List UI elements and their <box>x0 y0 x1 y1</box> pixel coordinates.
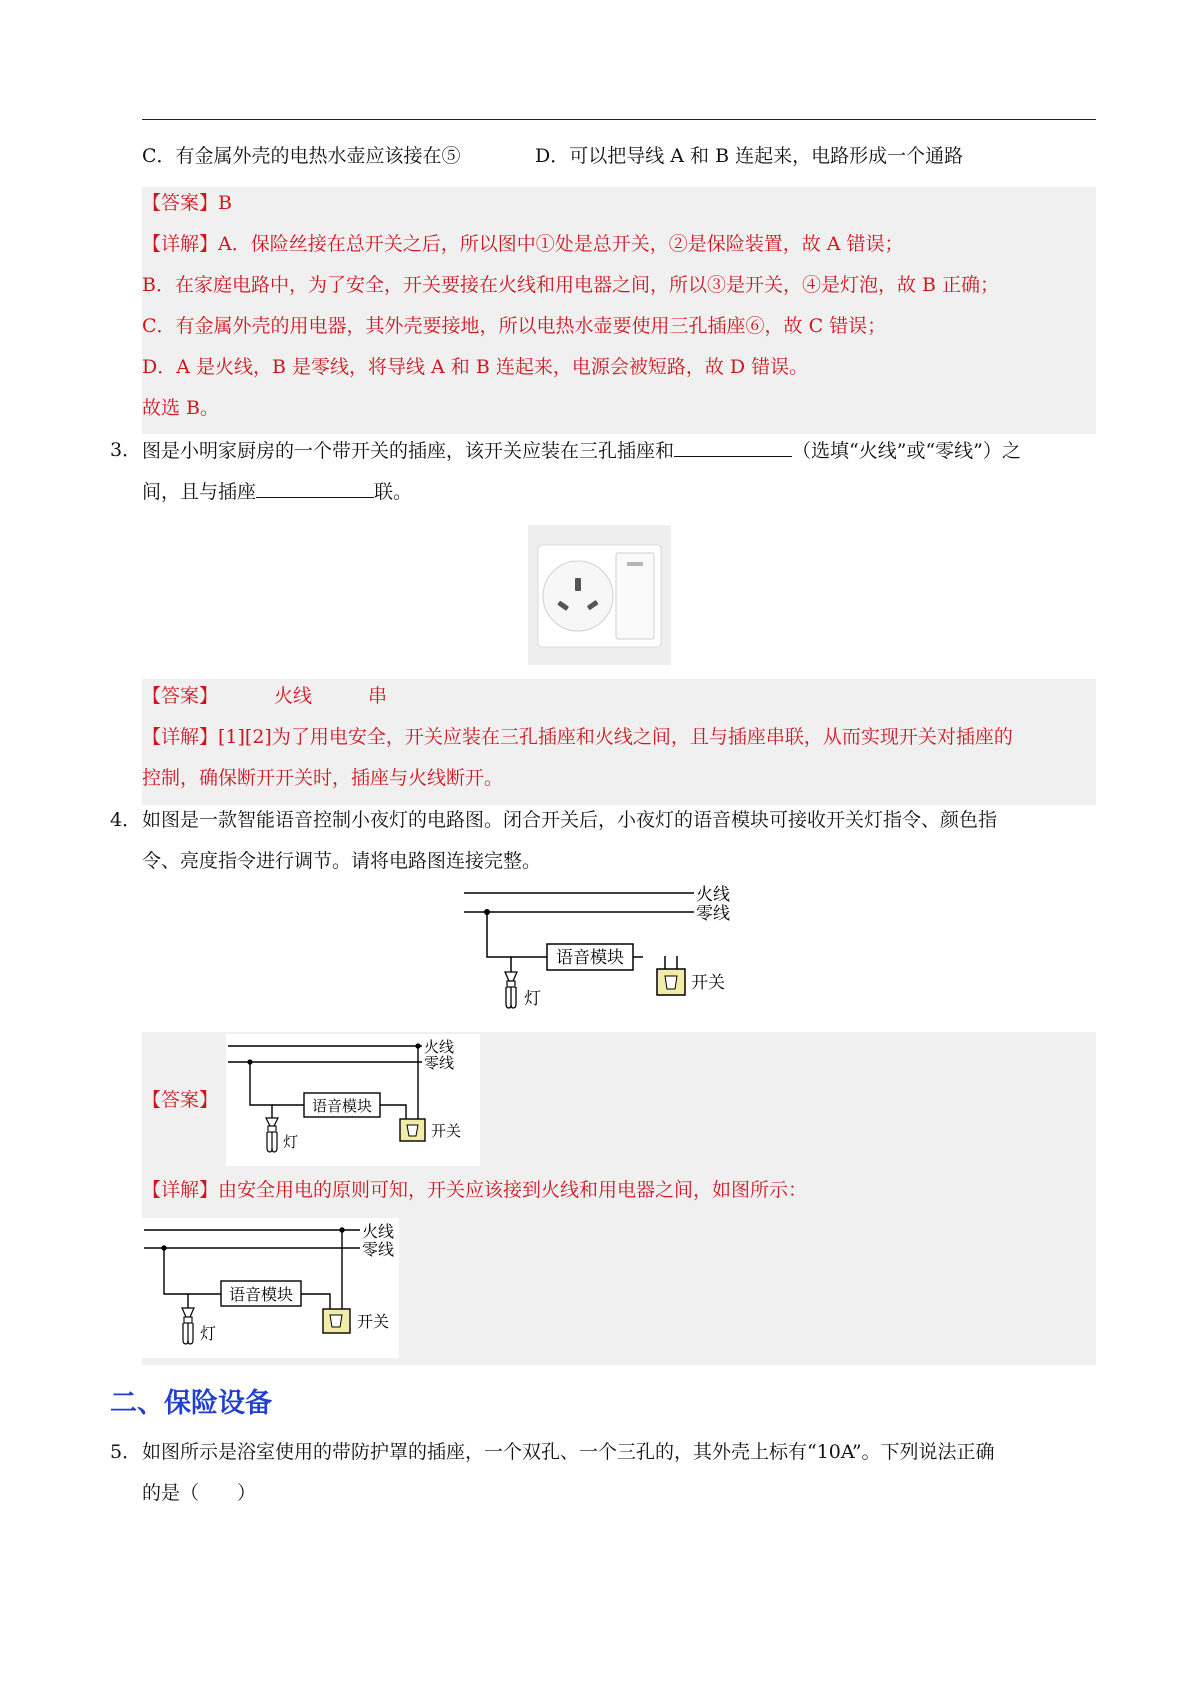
q3-stem-text: 图是小明家厨房的一个带开关的插座，该开关应装在三孔插座和 <box>142 440 675 462</box>
q4-stem-line-2: 令、亮度指令进行调节。请将电路图连接完整。 <box>142 850 542 872</box>
q4-answer-circuit <box>226 1034 480 1166</box>
option-d: D．可以把导线 A 和 B 连起来，电路形成一个通路 <box>535 145 964 167</box>
switch-label: 开关 <box>691 973 725 993</box>
q3-stem-text: 间，且与插座 <box>142 481 257 503</box>
q3-stem-line-1 <box>142 438 1021 463</box>
q3-detail-line-2: 控制，确保断开开关时，插座与火线断开。 <box>142 767 504 789</box>
option-c: C．有金属外壳的电热水壶应该接在⑤ <box>142 145 461 167</box>
lamp-label: 灯 <box>524 989 541 1009</box>
voice-module-label: 语音模块 <box>556 948 624 968</box>
switch-label: 开关 <box>431 1122 462 1140</box>
voice-module-label: 语音模块 <box>311 1097 373 1115</box>
q2-answer-block <box>142 187 1096 434</box>
live-wire-label: 火线 <box>424 1038 455 1056</box>
detail-text: 由安全用电的原则可知，开关应该接到火线和用电器之间，如图所示： <box>218 1179 808 1201</box>
answer-value-1: 火线 <box>274 685 313 707</box>
q2-detail-line-4: D．A 是火线，B 是零线，将导线 A 和 B 连起来，电源会被短路，故 D 错误。 <box>142 356 809 378</box>
voice-module-label: 语音模块 <box>228 1285 294 1304</box>
q4-detail-line <box>142 1178 807 1202</box>
q2-detail-line-2: B．在家庭电路中，为了安全，开关要接在火线和用电器之间，所以③是开关，④是灯泡，故 B 正确； <box>142 274 1000 296</box>
answer-tag: 【答案】 <box>142 685 219 707</box>
answer-value: B <box>218 192 232 214</box>
header-rule <box>142 119 1096 120</box>
q3-stem-line-2 <box>142 479 412 504</box>
q3-number: 3． <box>110 439 142 461</box>
q4-answer-tag <box>142 1088 218 1112</box>
section-heading: 二、保险设备 <box>110 1388 272 1419</box>
answer-value-2: 串 <box>368 685 388 707</box>
q3-stem-text: （选填“火线”或“零线”）之 <box>792 440 1021 462</box>
neutral-wire-label: 零线 <box>696 904 730 924</box>
neutral-wire-label: 零线 <box>362 1240 395 1259</box>
answer-tag: 【答案】 <box>142 1089 219 1111</box>
q2-detail-line-1 <box>142 232 904 256</box>
neutral-wire-label: 零线 <box>424 1054 455 1072</box>
detail-text: A．保险丝接在总开关之后，所以图中①处是总开关，②是保险装置，故 A 错误； <box>218 233 904 255</box>
live-wire-label: 火线 <box>362 1222 395 1241</box>
q4-circuit-diagram <box>462 880 746 1032</box>
answer-blank[interactable] <box>674 438 792 457</box>
live-wire-label: 火线 <box>696 885 730 905</box>
q5-stem-line-2: 的是（ ） <box>142 1482 257 1504</box>
detail-tag: 【详解】 <box>142 1179 219 1201</box>
lamp-label: 灯 <box>283 1133 299 1151</box>
detail-tag: 【详解】 <box>142 726 219 748</box>
q4-detail-circuit <box>142 1218 399 1358</box>
q2-detail-line-3: C．有金属外壳的用电器，其外壳要接地，所以电热水壶要使用三孔插座⑥，故 C 错误； <box>142 315 887 337</box>
q4-number: 4． <box>110 809 142 831</box>
q5-stem-line-1: 如图所示是浴室使用的带防护罩的插座，一个双孔、一个三孔的，其外壳上标有“10A”。下列说法正确 <box>142 1441 995 1463</box>
detail-text: [1][2]为了用电安全，开关应装在三孔插座和火线之间，且与插座串联，从而实现开关对插座的 <box>218 726 1013 748</box>
socket-switch-image <box>528 525 671 665</box>
q3-answer <box>142 684 387 708</box>
switch-label: 开关 <box>357 1312 390 1331</box>
answer-tag: 【答案】 <box>142 192 219 214</box>
answer-blank[interactable] <box>256 479 374 498</box>
q5-number: 5． <box>110 1441 142 1463</box>
lamp-label: 灯 <box>200 1324 217 1343</box>
detail-tag: 【详解】 <box>142 233 219 255</box>
q2-answer <box>142 191 232 215</box>
q3-stem-text: 联。 <box>374 481 413 503</box>
q4-stem-line-1: 如图是一款智能语音控制小夜灯的电路图。闭合开关后，小夜灯的语音模块可接收开关灯指令、颜色指 <box>142 809 998 831</box>
q3-detail-line-1 <box>142 725 1013 749</box>
q2-detail-line-5: 故选 B。 <box>142 397 220 419</box>
